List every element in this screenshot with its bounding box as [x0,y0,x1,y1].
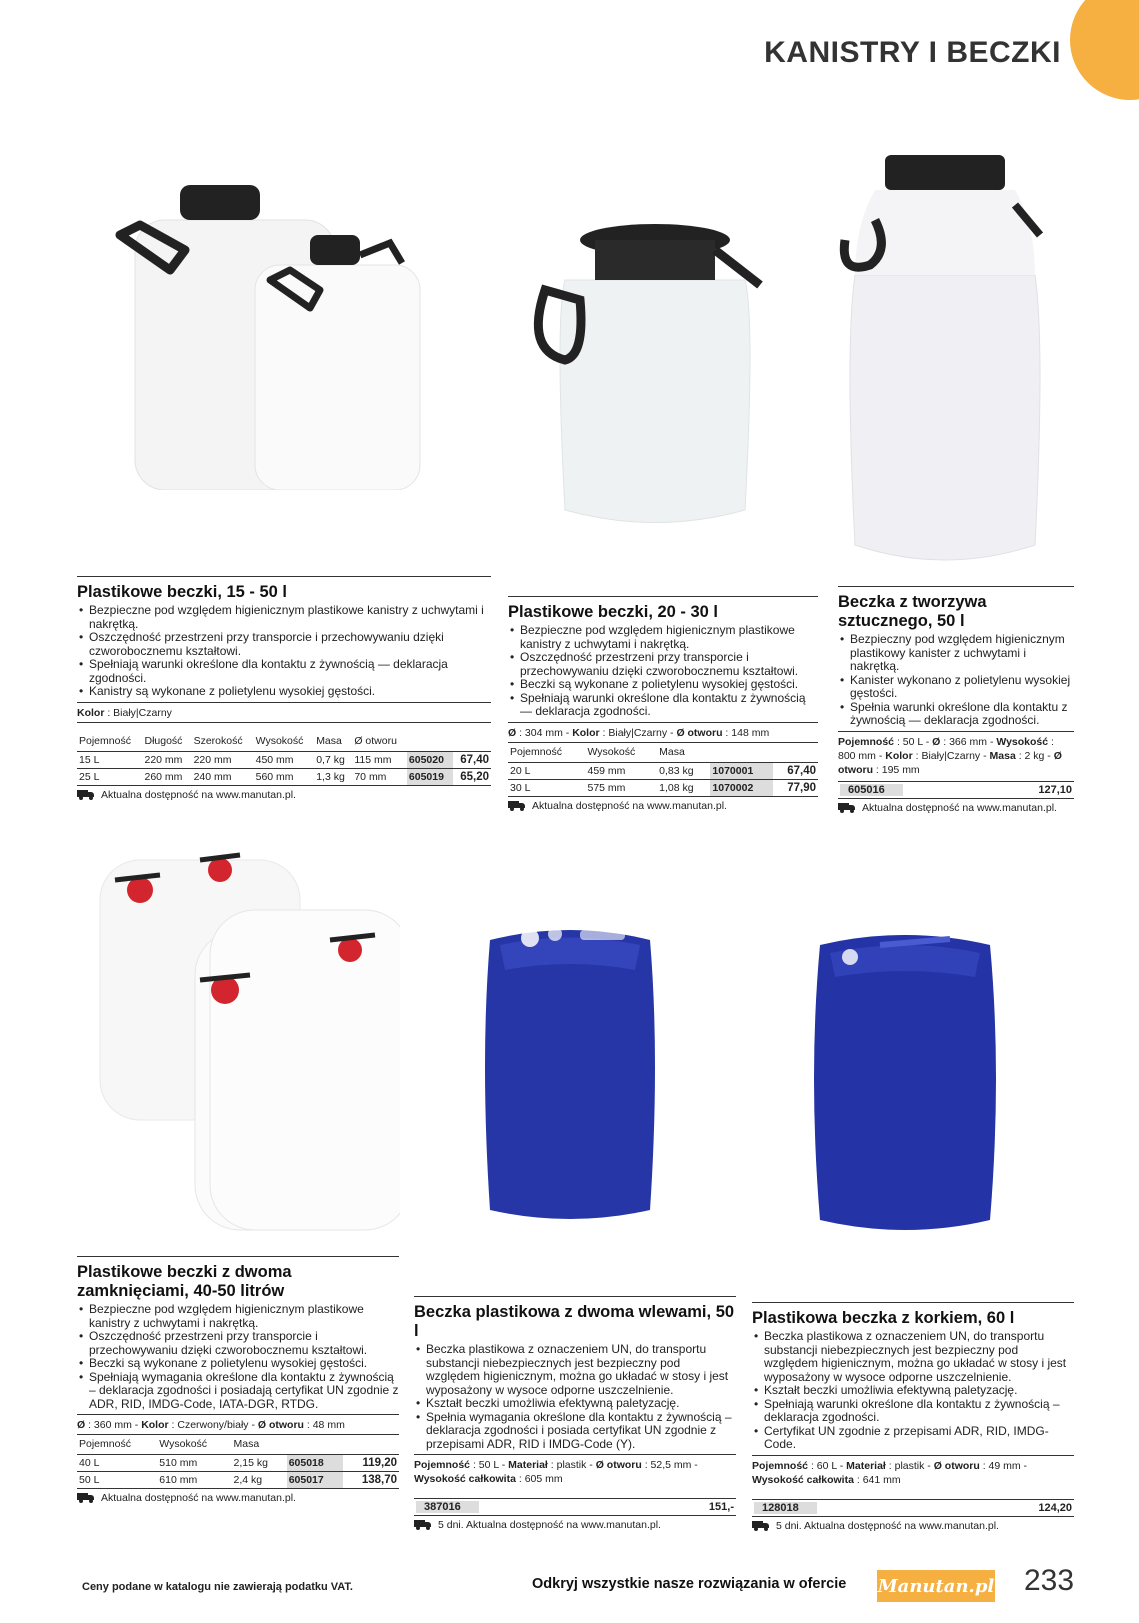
spec-label: Wysokość [996,735,1049,748]
product-title: Beczka plastikowa z dwoma wlewami, 50 l [414,1296,736,1341]
availability [77,789,491,801]
feature-item: • Kształt beczki umożliwia efektywną paletyzację. [426,1397,736,1411]
cell: 20 L [508,762,585,779]
spec-label: Ø otworu [257,1419,304,1431]
truck-icon [838,803,856,813]
feature-item: • Certyfikat UN zgodnie z przepisami ADR, RID, IMDG-Code. [764,1425,1074,1452]
feature-list [752,1330,1074,1452]
availability-text: Aktualna dostępność na www.manutan.pl. [101,1492,296,1504]
product-title: Beczka z tworzywa sztucznego, 50 l [838,586,1074,631]
table-row [77,1455,399,1472]
col-header: Wysokość [585,742,657,762]
price: 119,20 [343,1455,399,1472]
spec-label: Ø [77,1419,86,1431]
cell: 260 mm [142,768,191,785]
cell: 450 mm [254,751,315,768]
table-row [508,779,818,796]
cell: 0,7 kg [314,751,352,768]
spec-value: : Biały|Czarny [104,706,172,719]
product-code: 128018 [754,1502,817,1514]
spec-value: : 800 mm - [838,735,1054,762]
page-number: 233 [1024,1564,1075,1597]
availability [77,1492,399,1504]
cell: 240 mm [192,768,254,785]
table-row [77,768,491,785]
cell: 2,15 kg [232,1455,287,1472]
code-price-row [838,781,1074,799]
feature-list [77,604,491,699]
spec-value: : 50 L - [470,1459,509,1471]
product-plastic-barrel-50 [838,586,1074,814]
spec-value: : 605 mm [515,1473,563,1485]
availability-text: 5 dni. Aktualna dostępność na www.manutan.pl. [776,1519,999,1532]
spec-label: Masa [989,749,1016,762]
canisters-white-image [90,150,430,490]
feature-item: • Bezpieczny pod względem higienicznym plastikowy kanister z uchwytami i nakrętką. [850,633,1074,674]
spec-label: Pojemność [414,1459,471,1471]
spec-label: Kolor [885,749,913,762]
spec-label: Materiał [508,1459,548,1471]
spec-line [752,1455,1074,1487]
barrel-50-image [835,145,1075,575]
col-header: Pojemność [77,1435,157,1455]
product-table [77,1434,399,1489]
spec-label: Kolor [141,1419,169,1431]
product-barrel-two-openings [414,1296,736,1531]
spec-label: Ø otworu [676,726,723,739]
truck-icon [77,790,95,800]
product-plastic-barrels-15-50 [77,576,491,801]
spec-value: : plastik - [547,1459,596,1471]
cell: 510 mm [157,1455,231,1472]
feature-item: • Spełniają warunki określone dla kontaktu z żywnością – deklaracja zgodności. [764,1398,1074,1425]
spec-label: Wysokość całkowita [752,1473,854,1486]
product-title: Plastikowe beczki, 15 - 50 l [77,576,491,602]
cell: 610 mm [157,1472,231,1489]
spec-label: Materiał [846,1459,886,1472]
availability [508,800,818,812]
spec-line [508,722,818,740]
spec-label: Kolor [77,706,105,719]
manutan-logo[interactable]: Manutan.pl [877,1570,995,1602]
product-code: 1070001 [710,762,772,779]
cell: 459 mm [585,762,657,779]
feature-item: • Beczka plastikowa z oznaczeniem UN, do transportu substancji niebezpiecznych jest bezpieczny pod względem higienicznym, można go układać w stosy i jest wyposażony w wysoce odporne uszczelnienie. [426,1343,736,1397]
col-header [407,722,453,751]
feature-item: • Bezpieczne pod względem higienicznym plastikowe kanistry z uchwytami i nakrętką. [89,604,491,631]
col-header: Wysokość [157,1435,231,1455]
product-code: 605019 [407,768,453,785]
product-code: 605016 [840,784,903,796]
spec-value: : 48 mm [303,1419,345,1431]
feature-item: • Spełniają warunki określone dla kontaktu z żywnością — deklaracja zgodności. [89,658,491,685]
col-header [287,1435,343,1455]
cell: 1,08 kg [657,779,710,796]
product-code: 605017 [287,1472,343,1489]
spec-value: : 366 mm - [940,735,997,748]
col-header: Pojemność [77,722,142,751]
blue-barrel-two-openings-image [470,910,670,1230]
product-code: 605020 [407,751,453,768]
feature-item: • Kanistry są wykonane z polietylenu wysokiej gęstości. [89,685,491,699]
spec-value: : 52,5 mm - [641,1459,698,1471]
col-header: Ø otworu [352,722,407,751]
feature-item: • Oszczędność przestrzeni przy transporcie i przechowywaniu dzięki czworobocznemu kształtowi. [89,1330,399,1357]
cell: 0,83 kg [657,762,710,779]
cell: 15 L [77,751,142,768]
spec-label: Wysokość całkowita [414,1473,516,1485]
col-header [773,742,818,762]
cell: 1,3 kg [314,768,352,785]
feature-item: • Spełniają warunki określone dla kontaktu z żywnością — deklaracja zgodności. [520,692,818,719]
spec-label: Kolor [572,726,600,739]
spec-label: Ø [932,735,941,748]
feature-list [414,1343,736,1451]
spec-line [77,1414,399,1432]
product-code: 1070002 [710,779,772,796]
cell: 25 L [77,768,142,785]
col-header: Długość [142,722,191,751]
spec-label: Pojemność [752,1459,809,1472]
feature-item: • Spełnia warunki określone dla kontaktu z żywnością — deklaracja zgodności. [850,701,1074,728]
truck-icon [414,1520,432,1530]
code-price-row [752,1499,1074,1517]
feature-item: • Beczka plastikowa z oznaczeniem UN, do transportu substancji niebezpiecznych jest bezpieczny pod względem higienicznym, można go układać w stosy i jest wyposażony w wysoce odporne uszczelnienie. [764,1330,1074,1384]
cell: 70 mm [352,768,407,785]
feature-item: • Oszczędność przestrzeni przy transporcie i przechowywaniu dzięki czworobocznemu kształtowi. [520,651,818,678]
price: 67,40 [773,762,818,779]
availability-text: Aktualna dostępność na www.manutan.pl. [532,799,727,812]
table-row [77,751,491,768]
feature-item: • Beczki są wykonane z polietylenu wysokiej gęstości. [520,678,818,692]
cell: 50 L [77,1472,157,1489]
spec-value: : 304 mm - [516,726,573,739]
spec-label: Pojemność [838,735,895,748]
price: 127,10 [1038,783,1072,796]
availability-text: Aktualna dostępność na www.manutan.pl. [862,801,1057,814]
spec-value: : 50 L - [894,735,933,748]
truck-icon [752,1521,770,1531]
feature-item: • Bezpieczne pod względem higienicznym plastikowe kanistry z uchwytami i nakrętką. [89,1303,399,1330]
cell: 2,4 kg [232,1472,287,1489]
cell: 220 mm [142,751,191,768]
code-price-row [414,1498,736,1516]
cell: 40 L [77,1455,157,1472]
col-header [453,722,491,751]
feature-list [508,624,818,719]
availability-text: 5 dni. Aktualna dostępność na www.manutan.pl. [438,1519,661,1531]
feature-list [77,1303,399,1411]
price: 124,20 [1038,1501,1072,1514]
spec-value: : 148 mm [722,726,770,739]
feature-item: • Oszczędność przestrzeni przy transporcie i przechowywaniu dzięki czworobocznemu kształtowi. [89,631,491,658]
product-plastic-barrels-20-30 [508,596,818,812]
truck-icon [77,1493,95,1503]
feature-item: • Spełnia wymagania określone dla kontaktu z żywnością – deklaracja zgodności i posiada certyfikat UN zgodnie z przepisami ADR, RID i IMDG-Code (Y). [426,1411,736,1452]
price: 151,- [708,1501,734,1513]
spec-line [77,702,491,720]
col-header [343,1435,399,1455]
spec-value: : 641 mm [853,1473,901,1486]
barrel-20-30-image [525,190,785,560]
product-table [77,722,491,786]
availability-text: Aktualna dostępność na www.manutan.pl. [101,788,296,801]
spec-line [838,731,1074,777]
feature-item: • Kanister wykonano z polietylenu wysokiej gęstości. [850,674,1074,701]
availability [838,802,1074,814]
spec-value: : Biały|Czarny - [912,749,990,762]
spec-value: : plastik - [885,1459,934,1472]
spec-value: : 360 mm - [85,1419,142,1431]
product-table [508,742,818,797]
spec-value: : 195 mm [873,763,920,776]
orange-corner-tab [1070,0,1139,100]
availability [752,1520,1074,1532]
barrels-two-caps-image [80,850,400,1240]
product-code: 605018 [287,1455,343,1472]
footer-cta: Odkryj wszystkie nasze rozwiązania w ofercie [532,1576,847,1592]
spec-label: Ø otworu [933,1459,980,1472]
spec-value: : 2 kg - [1015,749,1054,762]
col-header: Szerokość [192,722,254,751]
spec-value: : 60 L - [808,1459,847,1472]
price: 67,40 [453,751,491,768]
availability [414,1519,736,1531]
price: 65,20 [453,768,491,785]
col-header: Wysokość [254,722,315,751]
col-header: Pojemność [508,742,585,762]
product-code: 387016 [416,1501,479,1513]
page-title: KANISTRY I BECZKI [764,36,1061,69]
product-barrels-two-caps [77,1256,399,1504]
col-header [710,742,772,762]
blue-barrel-cork-image [800,915,1010,1245]
col-header: Masa [657,742,710,762]
col-header: Masa [314,722,352,751]
table-row [77,1472,399,1489]
spec-value: : Biały|Czarny - [599,726,677,739]
table-row [508,762,818,779]
feature-item: • Kształt beczki umożliwia efektywną paletyzację. [764,1384,1074,1398]
feature-list [838,633,1074,728]
feature-item: • Bezpieczne pod względem higienicznym plastikowe kanistry z uchwytami i nakrętką. [520,624,818,651]
price: 138,70 [343,1472,399,1489]
spec-line [414,1454,736,1486]
cell: 30 L [508,779,585,796]
cell: 115 mm [352,751,407,768]
cell: 575 mm [585,779,657,796]
feature-item: • Spełniają wymagania określone dla kontaktu z żywnością – deklaracja zgodności i posiadają certyfikat UN zgodnie z ADR, RID, IMDG-Code, IATA-DGR, RTDG. [89,1371,399,1412]
product-barrel-cork-60 [752,1302,1074,1532]
cell: 220 mm [192,751,254,768]
product-title: Plastikowe beczki z dwoma zamknięciami, 40-50 litrów [77,1256,399,1301]
vat-note: Ceny podane w katalogu nie zawierają podatku VAT. [82,1581,353,1593]
spec-label: Ø otworu [838,749,1062,776]
truck-icon [508,801,526,811]
feature-item: • Beczki są wykonane z polietylenu wysokiej gęstości. [89,1357,399,1371]
spec-label: Ø [508,726,517,739]
spec-value: : 49 mm - [979,1459,1028,1472]
product-title: Plastikowa beczka z korkiem, 60 l [752,1302,1074,1328]
spec-label: Ø otworu [595,1459,642,1471]
spec-value: : Czerwony/biały - [168,1419,258,1431]
col-header: Masa [232,1435,287,1455]
product-title: Plastikowe beczki, 20 - 30 l [508,596,818,622]
cell: 560 mm [254,768,315,785]
price: 77,90 [773,779,818,796]
